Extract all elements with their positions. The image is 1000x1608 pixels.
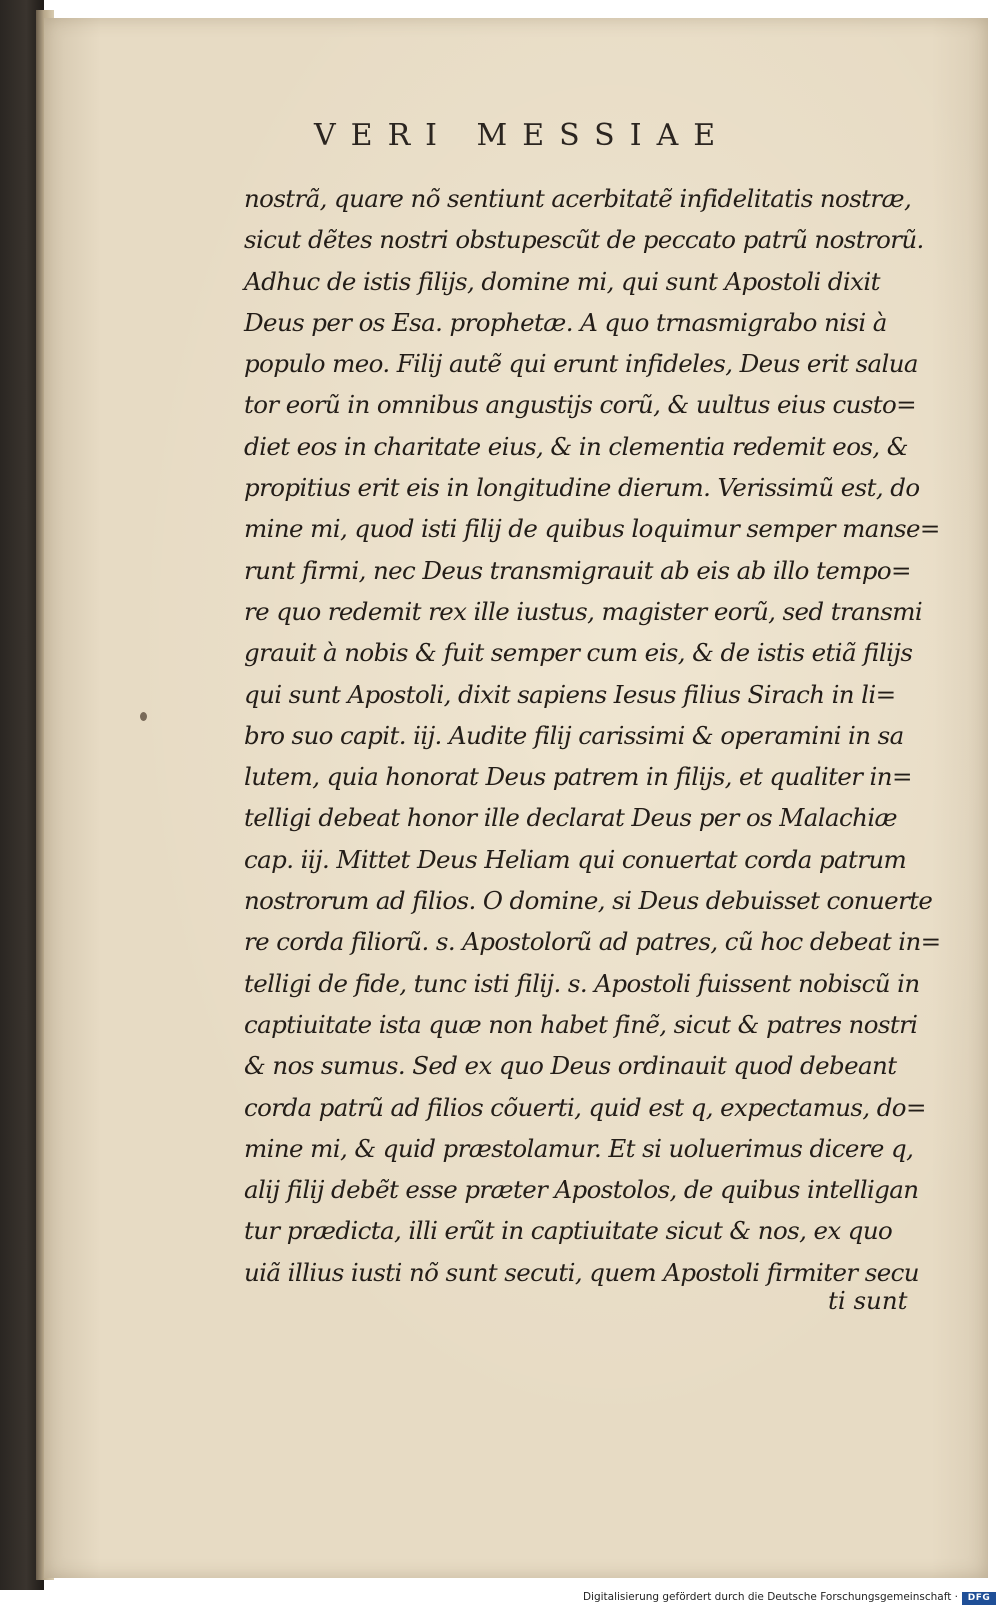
page-text-block xyxy=(244,178,941,1293)
text-line: qui sunt Apostoli, dixit sapiens Iesus filius Sirach in li= xyxy=(244,679,896,709)
text-line: bro suo capit. iij. Audite filij carissimi & operamini in sa xyxy=(244,720,904,750)
text-line: nostrorum ad filios. O domine, si Deus debuisset conuerte xyxy=(244,886,933,916)
text-line: runt firmi, nec Deus transmigrauit ab eis ab illo tempo= xyxy=(244,555,911,585)
text-line: propitius erit eis in longitudine dierum. Verissimũ est, do xyxy=(244,473,920,503)
text-line: re quo redemit rex ille iustus, magister eorũ, sed transmi xyxy=(244,596,923,626)
text-line: telligi debeat honor ille declarat Deus per os Malachiæ xyxy=(244,803,897,833)
text-line: cap. iij. Mittet Deus Heliam qui conuertat corda patrum xyxy=(244,844,907,874)
text-line: captiuitate ista quæ non habet finẽ, sicut & patres nostri xyxy=(244,1009,918,1039)
text-line: telligi de fide, tunc isti filij. s. Apostoli fuissent nobiscũ in xyxy=(244,968,920,998)
text-line: & nos sumus. Sed ex quo Deus ordinauit quod debeant xyxy=(244,1051,897,1081)
text-line: corda patrũ ad filios cõuerti, quid est q, expectamus, do= xyxy=(244,1092,926,1122)
text-line: mine mi, & quid præstolamur. Et si uoluerimus dicere q, xyxy=(244,1133,914,1163)
text-line: tor eorũ in omnibus angustijs corũ, & uultus eius custo= xyxy=(244,390,917,420)
running-head: VERI MESSIAE xyxy=(314,118,731,153)
catchword: ti sunt xyxy=(828,1286,908,1315)
text-line: grauit à nobis & fuit semper cum eis, & de istis etiã filijs xyxy=(244,638,913,668)
ink-spot xyxy=(140,712,147,721)
funding-credit: Digitalisierung gefördert durch die Deutsche Forschungsgemeinschaft · xyxy=(582,1591,958,1603)
dfg-logo-icon: DFG xyxy=(962,1592,996,1605)
text-line: tur prædicta, illi erũt in captiuitate sicut & nos, ex quo xyxy=(244,1216,893,1246)
text-line: lutem, quia honorat Deus patrem in filijs, et qualiter in= xyxy=(244,762,912,792)
text-line: sicut dẽtes nostri obstupescũt de peccato patrũ nostrorũ. xyxy=(244,225,924,255)
text-line: Adhuc de istis filijs, domine mi, qui sunt Apostoli dixit xyxy=(244,266,880,296)
text-line: diet eos in charitate eius, & in clementia redemit eos, & xyxy=(244,431,908,461)
text-line: populo meo. Filij autẽ qui erunt infideles, Deus erit salua xyxy=(244,349,918,379)
text-line: nostrã, quare nõ sentiunt acerbitatẽ infidelitatis nostræ, xyxy=(244,184,912,213)
text-line: uiã illius iusti nõ sunt secuti, quem Apostoli firmiter secu xyxy=(244,1257,919,1287)
text-line: re corda filiorũ. s. Apostolorũ ad patres, cũ hoc debeat in= xyxy=(244,927,941,957)
text-line: mine mi, quod isti filij de quibus loquimur semper manse= xyxy=(244,514,940,544)
text-line: Deus per os Esa. prophetæ. A quo trnasmigrabo nisi à xyxy=(244,307,887,337)
text-line: alij filij debẽt esse præter Apostolos, de quibus intelligan xyxy=(244,1175,919,1205)
